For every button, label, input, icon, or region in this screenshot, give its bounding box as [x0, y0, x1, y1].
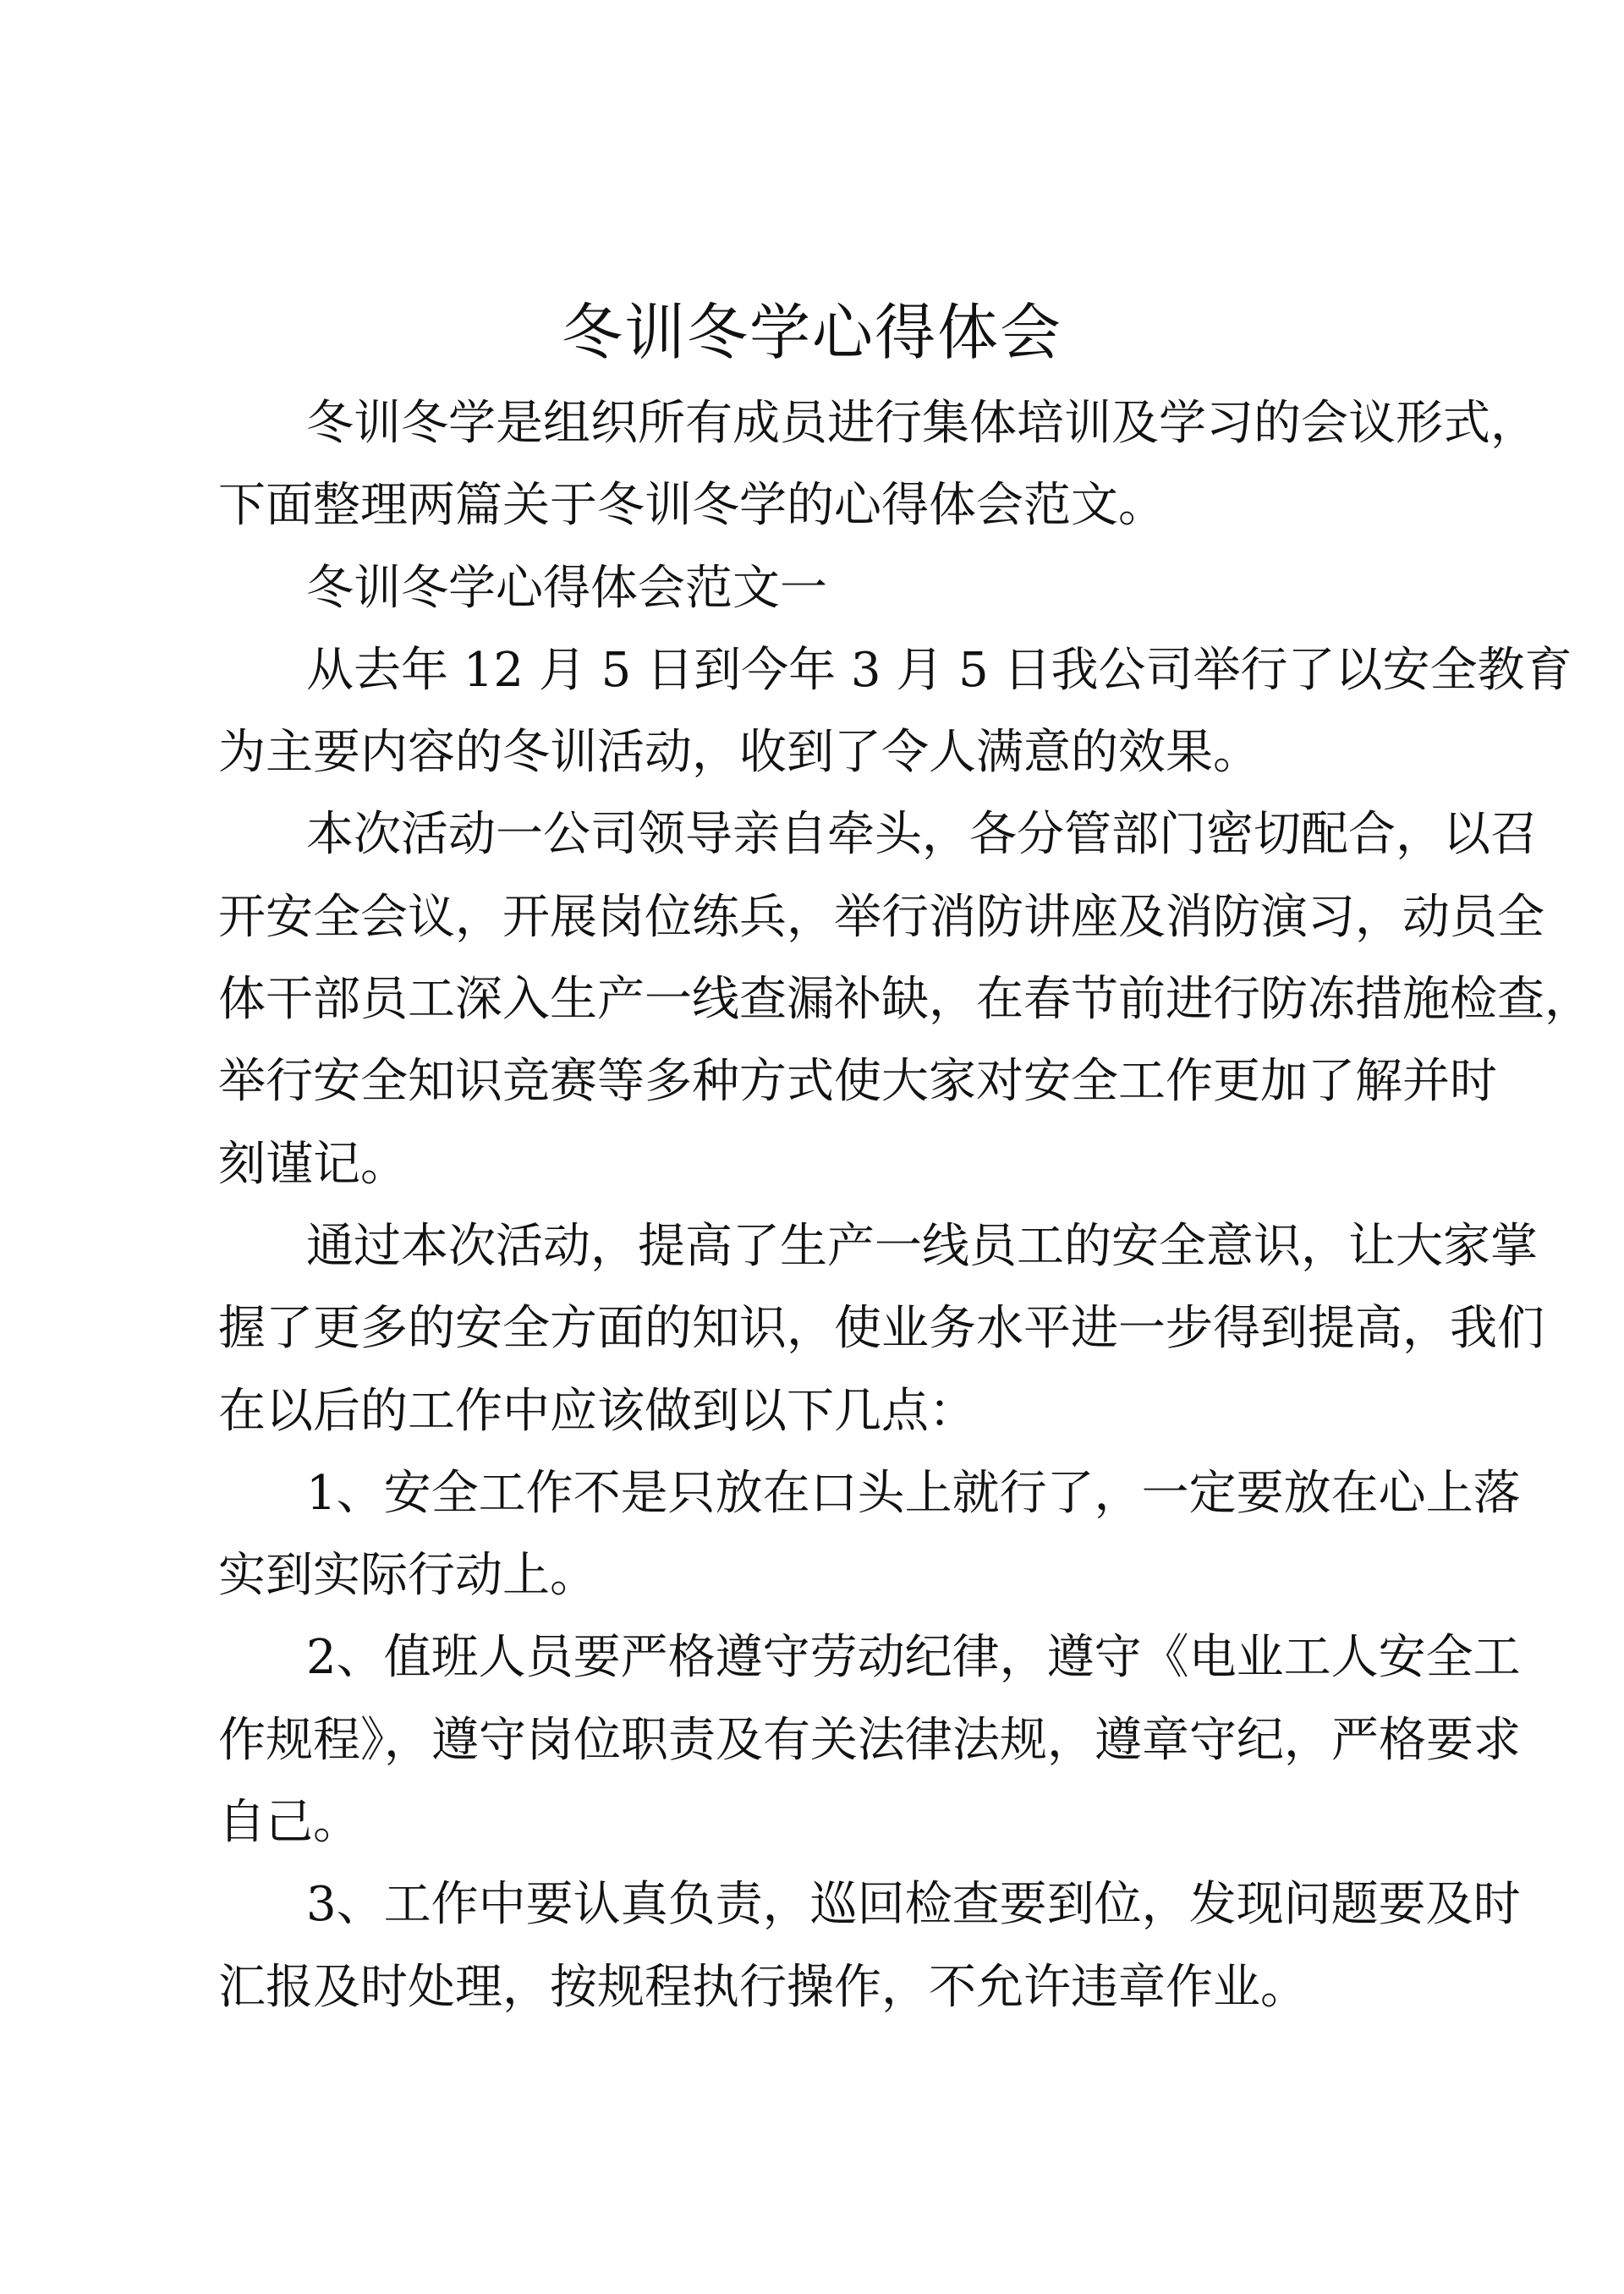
paragraph-line: 举行安全知识竞赛等多种方式使大家对安全工作更加了解并时: [218, 1054, 1497, 1110]
paragraph-line: 刻谨记。: [218, 1136, 408, 1192]
paragraph-line: 冬训冬学心得体会范文一: [306, 560, 827, 616]
paragraph-line: 体干部员工深入生产一线查漏补缺，在春节前进行防冻措施检查，: [218, 972, 1592, 1028]
paragraph-line: 实到实际行动上。: [218, 1548, 597, 1604]
paragraph-line: 开安全会议，开展岗位练兵，举行消防讲座及消防演习，动员全: [218, 889, 1544, 945]
paragraph-line: 3、工作中要认真负责，巡回检查要到位，发现问题要及时: [306, 1877, 1521, 1933]
paragraph: [218, 1205, 1544, 1452]
paragraph: [218, 1452, 1521, 1617]
paragraph-line: 汇报及时处理，按规程执行操作，不允许违章作业。: [218, 1959, 1308, 2015]
paragraph-line: 下面整理两篇关于冬训冬学的心得体会范文。: [218, 478, 1166, 534]
paragraph-line: 作规程》，遵守岗位职责及有关法律法规，遵章守纪，严格要求: [218, 1712, 1521, 1768]
document-title: 冬训冬学心得体会: [561, 297, 1062, 368]
paragraph: [218, 629, 1572, 794]
paragraph: [218, 382, 1538, 547]
paragraph-line: 冬训冬学是组织所有成员进行集体培训及学习的会议形式，: [306, 396, 1538, 451]
paragraph: [218, 1863, 1521, 2028]
paragraph-line: 2、值班人员要严格遵守劳动纪律，遵守《电业工人安全工: [306, 1630, 1521, 1686]
paragraph-line: 1、安全工作不是只放在口头上就行了，一定要放在心上落: [306, 1465, 1521, 1521]
paragraph-line: 自己。: [218, 1795, 360, 1851]
paragraph: [218, 1616, 1521, 1863]
paragraph-line: 通过本次活动，提高了生产一线员工的安全意识，让大家掌: [306, 1218, 1538, 1274]
paragraph-line: 在以后的工作中应该做到以下几点：: [218, 1383, 976, 1439]
paragraph: [218, 793, 1592, 1205]
paragraph-line: 从去年 12 月 5 日到今年 3 月 5 日我公司举行了以安全教育: [306, 642, 1572, 698]
paragraph-line: 本次活动一公司领导亲自牵头，各分管部门密切配合，以召: [306, 807, 1538, 863]
paragraph: [218, 547, 1429, 629]
paragraph-line: 为主要内容的冬训活动，收到了令人满意的效果。: [218, 725, 1260, 781]
paragraph-line: 握了更多的安全方面的知识，使业务水平进一步得到提高，我们: [218, 1301, 1544, 1357]
document-body: [218, 382, 1592, 2028]
